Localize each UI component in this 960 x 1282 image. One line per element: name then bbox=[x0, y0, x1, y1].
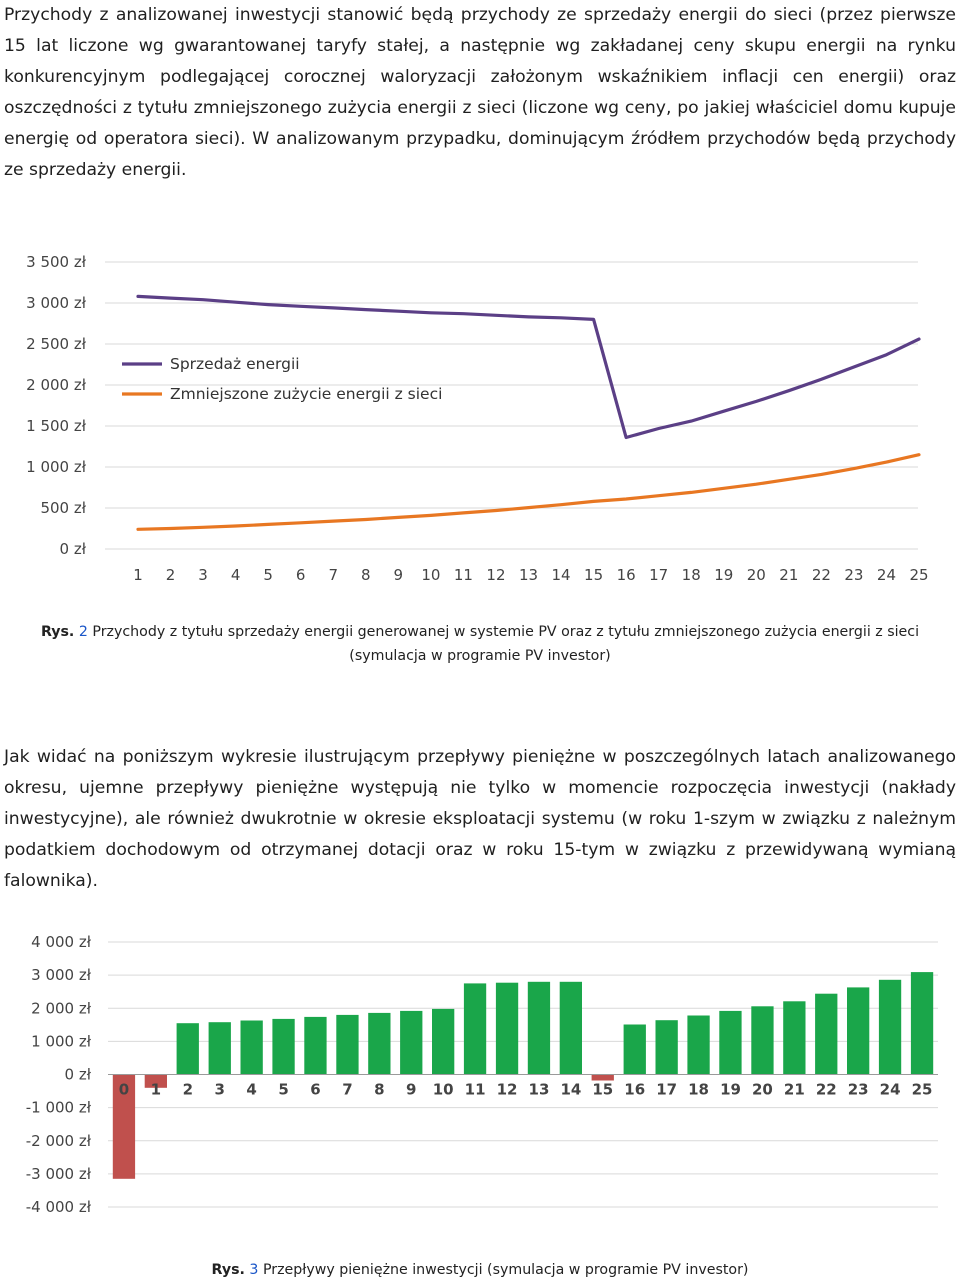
cashflow-paragraph: Jak widać na poniższym wykresie ilustrującym przepływy pieniężne w poszczególnych latach analizowanego okresu, ujemne przepływy pieniężne występują nie tylko w momencie rozpoczęcia inwestycji (nakłady inwestycyjne), ale również dwukrotnie w okresie eksploatacji systemu (w roku 1-szym w związku z należnym podatkiem dochodowym od otrzymanej dotacji oraz w roku 15-tym w związku z przewidywaną wymianą falownika). bbox=[4, 747, 956, 891]
legend-label: Sprzedaż energii bbox=[170, 355, 300, 373]
x-tick-label: 18 bbox=[688, 1080, 710, 1099]
caption-text: Przepływy pieniężne inwestycji (symulacja w programie PV investor) bbox=[262, 1262, 749, 1278]
x-tick-label: 18 bbox=[681, 566, 701, 584]
x-tick-label: 5 bbox=[263, 566, 273, 584]
y-tick-label: 0 zł bbox=[59, 540, 86, 558]
caption-prefix: Rys. bbox=[211, 1262, 245, 1278]
bar bbox=[687, 1016, 709, 1075]
cashflow-bar-chart bbox=[0, 925, 960, 1225]
y-tick-label: -4 000 zł bbox=[25, 1198, 91, 1216]
x-tick-label: 23 bbox=[847, 1080, 869, 1099]
y-tick-label: 1 000 zł bbox=[26, 458, 86, 476]
y-tick-label: 2 000 zł bbox=[26, 376, 86, 394]
x-tick-label: 14 bbox=[560, 1080, 582, 1099]
x-tick-label: 10 bbox=[432, 1080, 454, 1099]
x-tick-label: 4 bbox=[230, 566, 241, 584]
bar bbox=[879, 980, 901, 1075]
x-tick-label: 6 bbox=[310, 1080, 321, 1099]
x-tick-label: 12 bbox=[496, 1080, 518, 1099]
bar bbox=[911, 972, 933, 1074]
x-tick-label: 11 bbox=[453, 566, 473, 584]
bar bbox=[209, 1022, 231, 1074]
bar bbox=[719, 1011, 741, 1075]
figure-caption-3 bbox=[0, 1258, 960, 1282]
bar bbox=[336, 1015, 358, 1075]
bar bbox=[464, 983, 486, 1074]
y-tick-label: 0 zł bbox=[64, 1065, 91, 1084]
y-tick-label: 500 zł bbox=[40, 499, 86, 517]
x-tick-label: 19 bbox=[714, 566, 734, 584]
x-tick-label: 15 bbox=[592, 1080, 614, 1099]
x-tick-label: 24 bbox=[876, 566, 897, 584]
x-tick-label: 3 bbox=[198, 566, 208, 584]
x-tick-label: 2 bbox=[182, 1080, 194, 1099]
x-tick-label: 4 bbox=[246, 1080, 257, 1099]
x-tick-label: 7 bbox=[342, 1080, 353, 1099]
y-tick-label: -3 000 zł bbox=[25, 1164, 91, 1183]
series-line-2 bbox=[138, 455, 919, 530]
bar bbox=[528, 982, 550, 1075]
figure-caption-2 bbox=[0, 620, 960, 668]
y-tick-label: 1 500 zł bbox=[26, 417, 86, 435]
caption-prefix: Rys. bbox=[40, 624, 75, 640]
revenue-line-chart bbox=[0, 240, 960, 595]
bar bbox=[560, 982, 582, 1075]
bar bbox=[783, 1001, 805, 1074]
x-tick-label: 6 bbox=[295, 566, 306, 584]
caption-line2: (symulacja w programie PV investor) bbox=[349, 648, 611, 664]
bar bbox=[272, 1019, 294, 1075]
x-tick-label: 8 bbox=[374, 1080, 385, 1099]
x-tick-label: 17 bbox=[649, 566, 669, 584]
y-tick-label: -1 000 zł bbox=[25, 1098, 91, 1117]
x-tick-label: 15 bbox=[584, 566, 604, 584]
bar bbox=[751, 1006, 773, 1074]
x-tick-label: 17 bbox=[656, 1080, 678, 1099]
y-tick-label: -2 000 zł bbox=[25, 1131, 91, 1150]
x-tick-label: 7 bbox=[328, 566, 339, 584]
bar bbox=[400, 1011, 422, 1075]
x-tick-label: 9 bbox=[393, 566, 404, 584]
x-tick-label: 20 bbox=[751, 1080, 773, 1099]
bar bbox=[304, 1017, 326, 1075]
x-tick-label: 25 bbox=[911, 1080, 933, 1099]
y-tick-label: 3 000 zł bbox=[26, 294, 86, 312]
caption-number: 2 bbox=[78, 624, 88, 640]
x-tick-label: 13 bbox=[528, 1080, 550, 1099]
bar bbox=[815, 994, 837, 1075]
bar bbox=[432, 1009, 454, 1075]
caption-number: 3 bbox=[249, 1262, 259, 1278]
x-tick-label: 9 bbox=[406, 1080, 417, 1099]
caption-text: Przychody z tytułu sprzedaży energii generowanej w systemie PV oraz z tytułu zmniejszonego zużycia energii z sieci bbox=[92, 624, 920, 640]
x-tick-label: 12 bbox=[486, 566, 506, 584]
x-tick-label: 25 bbox=[909, 566, 929, 584]
legend-label: Zmniejszone zużycie energii z sieci bbox=[170, 385, 443, 403]
x-tick-label: 16 bbox=[616, 566, 636, 584]
x-tick-label: 16 bbox=[624, 1080, 646, 1099]
x-tick-label: 20 bbox=[746, 566, 766, 584]
y-tick-label: 1 000 zł bbox=[31, 1032, 91, 1051]
x-tick-label: 24 bbox=[879, 1080, 901, 1099]
x-tick-label: 5 bbox=[278, 1080, 289, 1099]
y-tick-label: 3 500 zł bbox=[26, 253, 86, 271]
y-tick-label: 3 000 zł bbox=[31, 966, 91, 985]
bar bbox=[656, 1020, 678, 1074]
x-tick-label: 21 bbox=[783, 1080, 805, 1099]
x-tick-label: 8 bbox=[361, 566, 371, 584]
x-tick-label: 19 bbox=[720, 1080, 741, 1099]
x-tick-label: 13 bbox=[518, 566, 539, 584]
x-tick-label: 14 bbox=[551, 566, 571, 584]
x-tick-label: 22 bbox=[811, 566, 831, 584]
x-tick-label: 1 bbox=[133, 566, 143, 584]
bar bbox=[624, 1025, 646, 1075]
bar bbox=[177, 1023, 199, 1074]
y-tick-label: 4 000 zł bbox=[31, 933, 91, 951]
bar bbox=[496, 983, 518, 1075]
bar bbox=[847, 987, 869, 1074]
y-tick-label: 2 500 zł bbox=[26, 335, 86, 353]
x-tick-label: 1 bbox=[150, 1080, 162, 1099]
x-tick-label: 2 bbox=[165, 566, 176, 584]
intro-paragraph: Przychody z analizowanej inwestycji stanowić będą przychody ze sprzedaży energii do sieci (przez pierwsze 15 lat liczone wg gwarantowanej taryfy stałej, a następnie wg zakładanej ceny skupu energii na rynku konkurencyjnym podlegającej corocznej waloryzacji założonym wskaźnikiem inflacji cen energii) oraz oszczędności z tytułu zmniejszonego zużycia energii z sieci (liczone wg ceny, po jakiej właściciel domu kupuje energię od operatora sieci). W analizowanym przypadku, dominującym źródłem przychodów będą przychody ze sprzedaży energii. bbox=[4, 5, 956, 180]
x-tick-label: 0 bbox=[118, 1080, 130, 1099]
x-tick-label: 3 bbox=[214, 1080, 225, 1099]
x-tick-label: 21 bbox=[779, 566, 799, 584]
x-tick-label: 10 bbox=[421, 566, 441, 584]
x-tick-label: 11 bbox=[464, 1080, 486, 1099]
x-tick-label: 22 bbox=[815, 1080, 837, 1099]
bar bbox=[368, 1013, 390, 1075]
x-tick-label: 23 bbox=[844, 566, 864, 584]
bar bbox=[241, 1021, 263, 1075]
y-tick-label: 2 000 zł bbox=[31, 999, 91, 1018]
